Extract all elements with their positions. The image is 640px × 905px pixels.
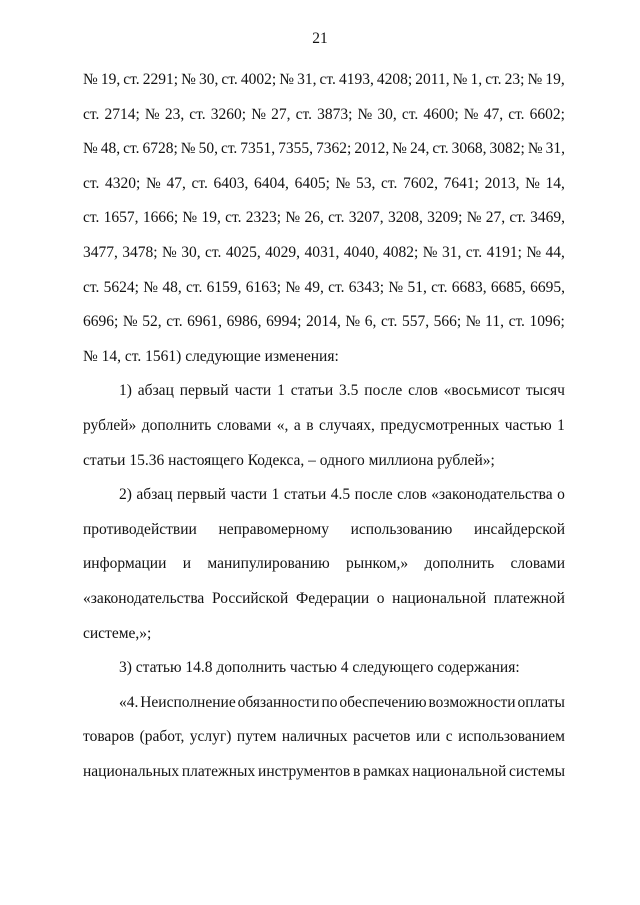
text-line: ст. 4320; № 47, ст. 6403, 6404, 6405; № 53, ст. 7602, 7641; 2013, № 14, — [83, 174, 565, 192]
text-line: 1) абзац первый части 1 статьи 3.5 после слов «восьмисот тысяч — [119, 382, 565, 400]
text-line: информации и манипулированию рынком,» дополнить словами — [83, 555, 565, 573]
text-line: № 14, ст. 1561) следующие изменения: — [83, 347, 339, 365]
text-line: № 48, ст. 6728; № 50, ст. 7351, 7355, 7362; 2012, № 24, ст. 3068, 3082; № 31, — [83, 140, 565, 158]
text-line: ст. 2714; № 23, ст. 3260; № 27, ст. 3873; № 30, ст. 4600; № 47, ст. 6602; — [83, 105, 565, 123]
text-line: № 19, ст. 2291; № 30, ст. 4002; № 31, ст. 4193, 4208; 2011, № 1, ст. 23; № 19, — [83, 71, 565, 88]
text-line: национальных платежных инструментов в рамках национальной системы — [83, 762, 565, 780]
text-line: товаров (работ, услуг) путем наличных расчетов или с использованием — [83, 728, 565, 746]
text-line: системе,»; — [83, 624, 152, 642]
text-line: «законодательства Российской Федерации о национальной платежной — [83, 589, 565, 607]
text-line: статьи 15.36 настоящего Кодекса, – одного миллиона рублей»; — [83, 451, 495, 469]
text-line: 3477, 3478; № 30, ст. 4025, 4029, 4031, 4040, 4082; № 31, ст. 4191; № 44, — [83, 243, 565, 261]
text-line: рублей» дополнить словами «, а в случаях, предусмотренных частью 1 — [83, 416, 565, 434]
page-number: 21 — [312, 30, 328, 47]
text-line: 3) статью 14.8 дополнить частью 4 следующего содержания: — [119, 659, 520, 677]
text-line: ст. 1657, 1666; № 19, ст. 2323; № 26, ст. 3207, 3208, 3209; № 27, ст. 3469, — [83, 209, 565, 227]
document-body — [83, 63, 565, 789]
text-line: ст. 5624; № 48, ст. 6159, 6163; № 49, ст. 6343; № 51, ст. 6683, 6685, 6695, — [83, 278, 565, 296]
text-line: 2) абзац первый части 1 статьи 4.5 после слов «законодательства о — [119, 486, 565, 504]
text-line: 6696; № 52, ст. 6961, 6986, 6994; 2014, № 6, ст. 557, 566; № 11, ст. 1096; — [83, 313, 565, 331]
text-line: «4. Неисполнение обязанности по обеспечению возможности оплаты — [119, 693, 565, 711]
text-line: противодействии неправомерному использованию инсайдерской — [83, 520, 565, 538]
